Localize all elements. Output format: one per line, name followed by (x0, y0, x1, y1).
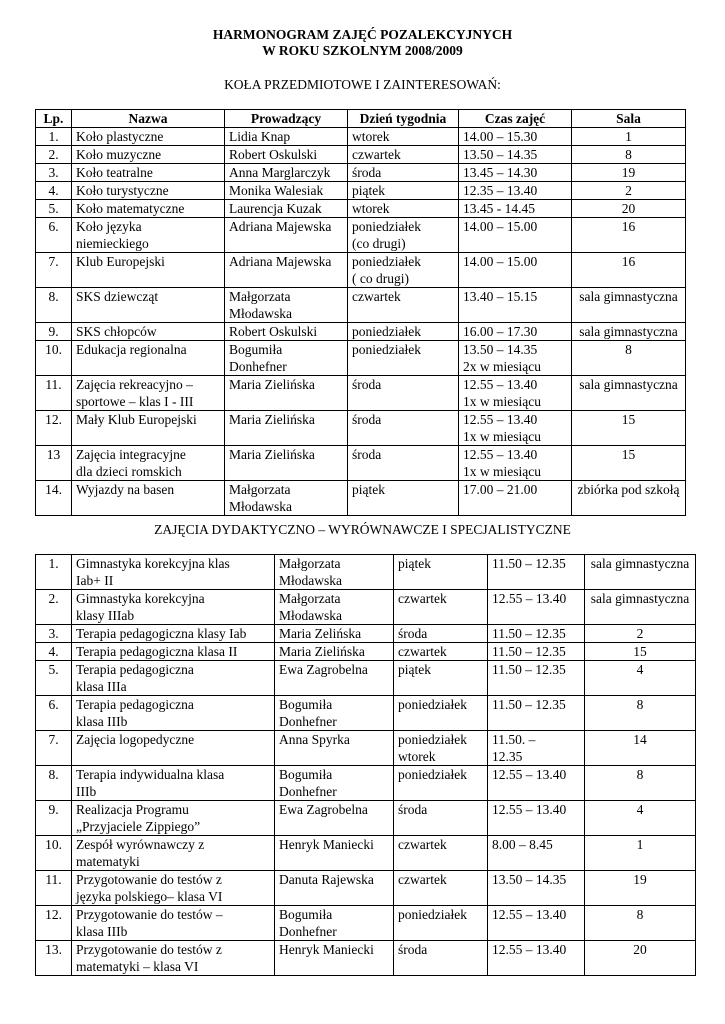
cell-sala: 19 (572, 164, 686, 182)
cell-prowadzacy: Małgorzata Młodawska (275, 555, 394, 590)
cell-lp: 9. (36, 801, 72, 836)
cell-nazwa: Zespół wyrównawczy z matematyki (72, 836, 275, 871)
column-header-nazwa: Nazwa (72, 110, 225, 128)
table-row (36, 182, 686, 200)
cell-sala: 15 (585, 643, 696, 661)
cell-prowadzacy: Anna Marglarczyk (225, 164, 348, 182)
cell-sala: 15 (572, 411, 686, 446)
cell-dzien: środa (348, 446, 459, 481)
cell-czas: 14.00 – 15.00 (459, 253, 572, 288)
cell-czas: 13.45 - 14.45 (459, 200, 572, 218)
cell-lp: 6. (36, 218, 72, 253)
cell-czas: 14.00 – 15.00 (459, 218, 572, 253)
cell-sala: 19 (585, 871, 696, 906)
cell-prowadzacy: Małgorzata Młodawska (275, 590, 394, 625)
cell-sala: 20 (585, 941, 696, 976)
cell-sala: sala gimnastyczna (572, 376, 686, 411)
cell-lp: 1. (36, 555, 72, 590)
cell-sala: 8 (585, 766, 696, 801)
cell-sala: sala gimnastyczna (572, 323, 686, 341)
cell-prowadzacy: Maria Zielińska (275, 643, 394, 661)
cell-czas: 12.55 – 13.40 1x w miesiącu (459, 411, 572, 446)
cell-nazwa: Przygotowanie do testów z języka polskiego– klasa VI (72, 871, 275, 906)
cell-sala: 16 (572, 218, 686, 253)
cell-lp: 12. (36, 906, 72, 941)
cell-dzien: wtorek (348, 128, 459, 146)
cell-prowadzacy: Bogumiła Donhefner (225, 341, 348, 376)
cell-lp: 2. (36, 590, 72, 625)
cell-nazwa: Realizacja Programu „Przyjaciele Zippiego” (72, 801, 275, 836)
cell-dzien: piątek (348, 182, 459, 200)
cell-prowadzacy: Maria Zielińska (225, 411, 348, 446)
cell-lp: 7. (36, 731, 72, 766)
table-row (36, 696, 696, 731)
column-header-prowadzacy: Prowadzący (225, 110, 348, 128)
cell-prowadzacy: Henryk Maniecki (275, 836, 394, 871)
cell-dzien: czwartek (394, 590, 488, 625)
cell-sala: 8 (585, 906, 696, 941)
cell-prowadzacy: Ewa Zagrobelna (275, 801, 394, 836)
cell-czas: 11.50 – 12.35 (488, 696, 585, 731)
table-row (36, 731, 696, 766)
cell-czas: 12.55 – 13.40 (488, 941, 585, 976)
cell-dzien: poniedziałek (348, 341, 459, 376)
cell-prowadzacy: Bogumiła Donhefner (275, 696, 394, 731)
cell-prowadzacy: Robert Oskulski (225, 323, 348, 341)
table-row (36, 376, 686, 411)
cell-nazwa: Koło turystyczne (72, 182, 225, 200)
cell-prowadzacy: Maria Zielińska (225, 446, 348, 481)
cell-nazwa: SKS dziewcząt (72, 288, 225, 323)
table-row (36, 128, 686, 146)
cell-lp: 6. (36, 696, 72, 731)
cell-sala: 15 (572, 446, 686, 481)
cell-dzien: wtorek (348, 200, 459, 218)
cell-dzien: poniedziałek (394, 906, 488, 941)
cell-lp: 13. (36, 941, 72, 976)
cell-czas: 14.00 – 15.30 (459, 128, 572, 146)
cell-prowadzacy: Robert Oskulski (225, 146, 348, 164)
cell-lp: 4. (36, 643, 72, 661)
cell-dzien: poniedziałek (394, 696, 488, 731)
cell-lp: 5. (36, 661, 72, 696)
section1-heading: KOŁA PRZEDMIOTOWE I ZAINTERESOWAŃ: (224, 77, 501, 92)
cell-nazwa: Koło muzyczne (72, 146, 225, 164)
table-row (36, 555, 696, 590)
cell-sala: 8 (585, 696, 696, 731)
cell-nazwa: Przygotowanie do testów – klasa IIIb (72, 906, 275, 941)
cell-czas: 17.00 – 21.00 (459, 481, 572, 516)
cell-nazwa: Mały Klub Europejski (72, 411, 225, 446)
cell-prowadzacy: Małgorzata Młodawska (225, 481, 348, 516)
column-header-czas: Czas zajęć (459, 110, 572, 128)
cell-dzien: poniedziałek (co drugi) (348, 218, 459, 253)
cell-czas: 8.00 – 8.45 (488, 836, 585, 871)
cell-prowadzacy: Małgorzata Młodawska (225, 288, 348, 323)
cell-sala: 8 (572, 146, 686, 164)
cell-lp: 12. (36, 411, 72, 446)
cell-czas: 12.55 – 13.40 (488, 906, 585, 941)
cell-dzien: środa (394, 941, 488, 976)
table-row (36, 643, 696, 661)
cell-dzien: czwartek (348, 146, 459, 164)
cell-lp: 4. (36, 182, 72, 200)
cell-dzien: czwartek (394, 871, 488, 906)
cell-dzien: piątek (394, 661, 488, 696)
cell-lp: 8. (36, 766, 72, 801)
cell-nazwa: Zajęcia logopedyczne (72, 731, 275, 766)
cell-lp: 7. (36, 253, 72, 288)
cell-dzien: środa (394, 801, 488, 836)
cell-nazwa: Koło matematyczne (72, 200, 225, 218)
cell-prowadzacy: Bogumiła Donhefner (275, 906, 394, 941)
table-row (36, 871, 696, 906)
table-row (36, 146, 686, 164)
table-row (36, 625, 696, 643)
cell-lp: 10. (36, 836, 72, 871)
cell-nazwa: Terapia pedagogiczna klasy Iab (72, 625, 275, 643)
cell-sala: 2 (572, 182, 686, 200)
cell-nazwa: Terapia pedagogiczna klasa IIIb (72, 696, 275, 731)
table-row (36, 801, 696, 836)
cell-nazwa: Edukacja regionalna (72, 341, 225, 376)
table-row (36, 253, 686, 288)
cell-dzien: środa (348, 411, 459, 446)
cell-dzien: poniedziałek wtorek (394, 731, 488, 766)
table-header-row (36, 110, 686, 128)
cell-lp: 1. (36, 128, 72, 146)
cell-nazwa: Terapia pedagogiczna klasa II (72, 643, 275, 661)
cell-czas: 12.55 – 13.40 (488, 590, 585, 625)
cell-dzien: piątek (348, 481, 459, 516)
cell-lp: 11. (36, 871, 72, 906)
cell-dzien: środa (394, 625, 488, 643)
cell-czas: 13.50 – 14.35 (459, 146, 572, 164)
table-row (36, 590, 696, 625)
cell-sala: 16 (572, 253, 686, 288)
cell-dzien: czwartek (394, 836, 488, 871)
cell-prowadzacy: Monika Walesiak (225, 182, 348, 200)
cell-sala: 14 (585, 731, 696, 766)
cell-lp: 10. (36, 341, 72, 376)
cell-sala: sala gimnastyczna (585, 590, 696, 625)
cell-nazwa: Wyjazdy na basen (72, 481, 225, 516)
cell-czas: 11.50 – 12.35 (488, 643, 585, 661)
table-row (36, 218, 686, 253)
table-row (36, 323, 686, 341)
specialist-classes-table (35, 554, 696, 976)
page-title-line1: HARMONOGRAM ZAJĘĆ POZALEKCYJNYCH (212, 27, 513, 42)
cell-nazwa: Zajęcia integracyjne dla dzieci romskich (72, 446, 225, 481)
cell-prowadzacy: Ewa Zagrobelna (275, 661, 394, 696)
cell-prowadzacy: Henryk Maniecki (275, 941, 394, 976)
cell-nazwa: Klub Europejski (72, 253, 225, 288)
column-header-dzien: Dzień tygodnia (348, 110, 459, 128)
cell-czas: 11.50 – 12.35 (488, 661, 585, 696)
cell-czas: 11.50 – 12.35 (488, 555, 585, 590)
cell-sala: zbiórka pod szkołą (572, 481, 686, 516)
cell-prowadzacy: Danuta Rajewska (275, 871, 394, 906)
cell-nazwa: Gimnastyka korekcyjna klasy IIIab (72, 590, 275, 625)
cell-prowadzacy: Adriana Majewska (225, 218, 348, 253)
cell-czas: 12.55 – 13.40 (488, 766, 585, 801)
cell-sala: sala gimnastyczna (572, 288, 686, 323)
cell-sala: 2 (585, 625, 696, 643)
column-header-lp: Lp. (36, 110, 72, 128)
cell-prowadzacy: Bogumiła Donhefner (275, 766, 394, 801)
cell-dzien: środa (348, 164, 459, 182)
cell-czas: 13.45 – 14.30 (459, 164, 572, 182)
cell-lp: 2. (36, 146, 72, 164)
cell-dzien: czwartek (348, 288, 459, 323)
table-row (36, 288, 686, 323)
cell-czas: 13.40 – 15.15 (459, 288, 572, 323)
cell-nazwa: Koło języka niemieckiego (72, 218, 225, 253)
cell-nazwa: Koło plastyczne (72, 128, 225, 146)
cell-sala: 20 (572, 200, 686, 218)
cell-czas: 16.00 – 17.30 (459, 323, 572, 341)
table-row (36, 164, 686, 182)
table-row (36, 200, 686, 218)
cell-czas: 12.55 – 13.40 1x w miesiącu (459, 446, 572, 481)
cell-dzien: poniedziałek (348, 323, 459, 341)
table-row (36, 411, 686, 446)
cell-sala: sala gimnastyczna (585, 555, 696, 590)
cell-lp: 3. (36, 164, 72, 182)
cell-nazwa: SKS chłopców (72, 323, 225, 341)
cell-nazwa: Zajęcia rekreacyjno – sportowe – klas I - III (72, 376, 225, 411)
table-row (36, 446, 686, 481)
cell-dzien: poniedziałek (394, 766, 488, 801)
cell-nazwa: Przygotowanie do testów z matematyki – klasa VI (72, 941, 275, 976)
cell-prowadzacy: Anna Spyrka (275, 731, 394, 766)
cell-nazwa: Koło teatralne (72, 164, 225, 182)
cell-dzien: piątek (394, 555, 488, 590)
cell-lp: 14. (36, 481, 72, 516)
cell-sala: 1 (572, 128, 686, 146)
cell-prowadzacy: Maria Zielińska (225, 376, 348, 411)
cell-prowadzacy: Maria Zelińska (275, 625, 394, 643)
table-row (36, 661, 696, 696)
column-header-sala: Sala (572, 110, 686, 128)
cell-sala: 1 (585, 836, 696, 871)
cell-sala: 4 (585, 661, 696, 696)
cell-prowadzacy: Adriana Majewska (225, 253, 348, 288)
table-row (36, 341, 686, 376)
cell-dzien: czwartek (394, 643, 488, 661)
cell-sala: 4 (585, 801, 696, 836)
cell-czas: 11.50. – 12.35 (488, 731, 585, 766)
cell-lp: 8. (36, 288, 72, 323)
cell-prowadzacy: Laurencja Kuzak (225, 200, 348, 218)
section2-heading: ZAJĘCIA DYDAKTYCZNO – WYRÓWNAWCZE I SPECJALISTYCZNE (154, 522, 571, 537)
table-row (36, 766, 696, 801)
cell-czas: 12.35 – 13.40 (459, 182, 572, 200)
page-title-line2: W ROKU SZKOLNYM 2008/2009 (262, 43, 463, 58)
table-row (36, 941, 696, 976)
cell-czas: 12.55 – 13.40 1x w miesiącu (459, 376, 572, 411)
cell-lp: 9. (36, 323, 72, 341)
cell-nazwa: Gimnastyka korekcyjna klas Iab+ II (72, 555, 275, 590)
cell-prowadzacy: Lidia Knap (225, 128, 348, 146)
cell-lp: 5. (36, 200, 72, 218)
cell-dzien: poniedziałek ( co drugi) (348, 253, 459, 288)
cell-dzien: środa (348, 376, 459, 411)
clubs-table (35, 109, 686, 516)
table-row (36, 481, 686, 516)
table-row (36, 836, 696, 871)
cell-nazwa: Terapia indywidualna klasa IIIb (72, 766, 275, 801)
cell-lp: 13 (36, 446, 72, 481)
cell-czas: 13.50 – 14.35 2x w miesiącu (459, 341, 572, 376)
cell-czas: 11.50 – 12.35 (488, 625, 585, 643)
cell-czas: 12.55 – 13.40 (488, 801, 585, 836)
cell-czas: 13.50 – 14.35 (488, 871, 585, 906)
cell-nazwa: Terapia pedagogiczna klasa IIIa (72, 661, 275, 696)
table-row (36, 906, 696, 941)
cell-sala: 8 (572, 341, 686, 376)
cell-lp: 3. (36, 625, 72, 643)
cell-lp: 11. (36, 376, 72, 411)
